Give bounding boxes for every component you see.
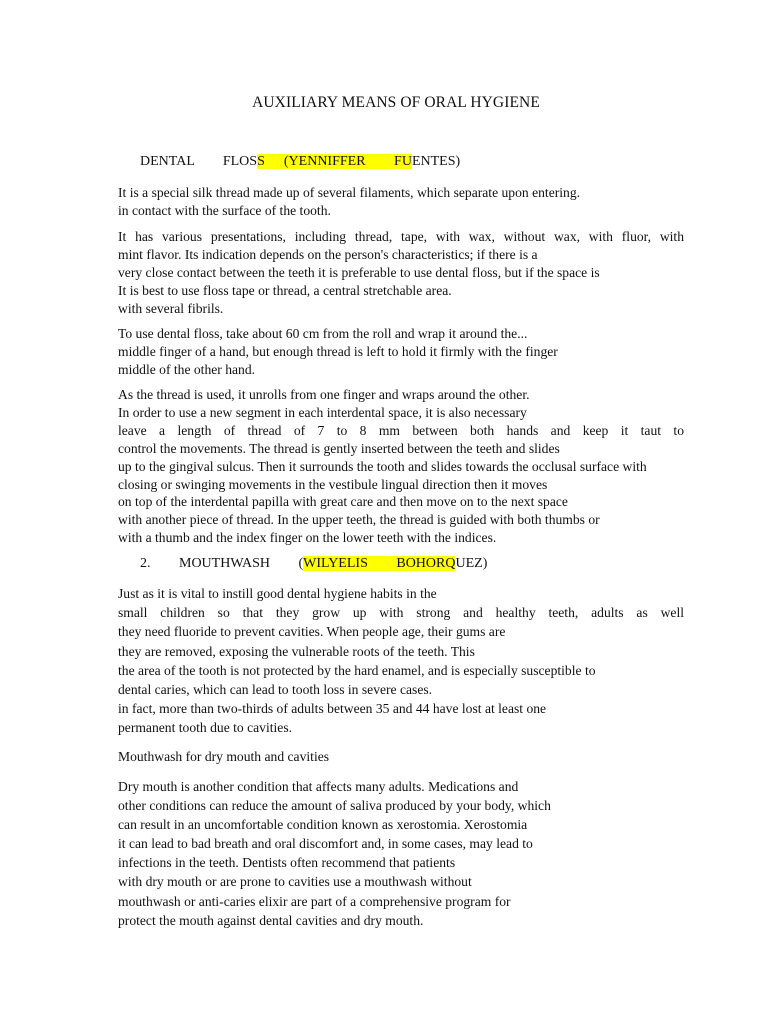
section-heading-text-end: ENTES): [411, 154, 461, 169]
section-heading-text: DENTAL FLOS: [140, 154, 258, 169]
text-line: It is best to use floss tape or thread, a central stretchable area.: [118, 282, 452, 298]
text-line: control the movements. The thread is gently inserted between the teeth and slides: [118, 440, 560, 456]
text-line: As the thread is used, it unrolls from one finger and wraps around the other.: [118, 387, 530, 402]
text-line: it can lead to bad breath and oral discomfort and, in some cases, may lead to: [118, 836, 533, 852]
text-line: very close contact between the teeth it is preferable to use dental floss, but if the space is: [118, 264, 600, 280]
paragraph-mouthwash-intro: [118, 584, 684, 738]
section-heading-dental-floss: [140, 154, 460, 170]
text-line: the area of the tooth is not protected by the hard enamel, and is especially susceptible to: [118, 662, 596, 678]
text-line: infections in the teeth. Dentists often recommend that patients: [118, 855, 456, 871]
text-line: mouthwash or anti-caries elixir are part of a comprehensive program for: [118, 893, 511, 909]
text-line: in contact with the surface of the tooth.: [118, 202, 331, 218]
text-line: protect the mouth against dental cavities and dry mouth.: [118, 912, 424, 928]
section-heading-mouthwash: [140, 556, 487, 572]
paragraph-floss-definition: [118, 184, 684, 220]
section-heading-text: MOUTHWASH (: [179, 556, 304, 571]
paragraph-floss-usage: [118, 325, 684, 379]
text-line: with dry mouth or are prone to cavities use a mouthwash without: [118, 874, 472, 890]
text-line: with several fibrils.: [118, 300, 224, 316]
text-line: Dry mouth is another condition that affects many adults. Medications and: [118, 779, 519, 794]
text-line: It is a special silk thread made up of several filaments, which separate upon entering.: [118, 185, 581, 200]
text-line: In order to use a new segment in each interdental space, it is also necessary: [118, 404, 527, 420]
text-line: leave a length of thread of 7 to 8 mm between both hands and keep it taut to: [118, 422, 684, 438]
text-line: up to the gingival sulcus. Then it surrounds the tooth and slides towards the occlusal surface with: [118, 458, 647, 474]
paragraph-floss-technique: [118, 386, 684, 547]
paragraph-floss-presentations: [118, 228, 684, 318]
text-line: in fact, more than two-thirds of adults between 35 and 44 have lost at least one: [118, 701, 547, 717]
paragraph-subheading: [118, 748, 684, 766]
text-line: middle finger of a hand, but enough thread is left to hold it firmly with the finger: [118, 343, 558, 359]
text-line: with another piece of thread. In the upper teeth, the thread is guided with both thumbs or: [118, 512, 600, 528]
section-heading-text-end: UEZ): [455, 556, 488, 571]
text-line: mint flavor. Its indication depends on the person's characteristics; if there is a: [118, 246, 538, 262]
text-line: Just as it is vital to instill good dental hygiene habits in the: [118, 586, 437, 601]
text-line: other conditions can reduce the amount of saliva produced by your body, which: [118, 798, 551, 814]
text-line: It has various presentations, including thread, tape, with wax, without wax, with fluor, with: [118, 229, 684, 244]
document-title: AUXILIARY MEANS OF ORAL HYGIENE: [252, 94, 540, 111]
text-line: closing or swinging movements in the vestibule lingual direction then it moves: [118, 476, 548, 492]
paragraph-dry-mouth: [118, 777, 684, 930]
section-number: 2.: [140, 556, 151, 571]
text-line: they need fluoride to prevent cavities. When people age, their gums are: [118, 624, 506, 640]
text-line: small children so that they grow up with strong and healthy teeth, adults as well: [118, 605, 684, 621]
subheading-dry-mouth: Mouthwash for dry mouth and cavities: [118, 749, 330, 764]
text-line: permanent tooth due to cavities.: [118, 720, 293, 736]
text-line: can result in an uncomfortable condition known as xerostomia. Xerostomia: [118, 817, 528, 833]
text-line: with a thumb and the index finger on the lower teeth with the indices.: [118, 530, 497, 546]
highlighted-author-name: S (YENNIFFER FU: [257, 154, 412, 169]
text-line: they are removed, exposing the vulnerable roots of the teeth. This: [118, 643, 475, 659]
highlighted-author-name: WILYELIS BOHORQ: [303, 556, 456, 571]
text-line: on top of the interdental papilla with great care and then move on to the next space: [118, 494, 568, 510]
text-line: dental caries, which can lead to tooth loss in severe cases.: [118, 682, 433, 698]
text-line: To use dental floss, take about 60 cm from the roll and wrap it around the...: [118, 326, 528, 341]
text-line: middle of the other hand.: [118, 361, 256, 377]
